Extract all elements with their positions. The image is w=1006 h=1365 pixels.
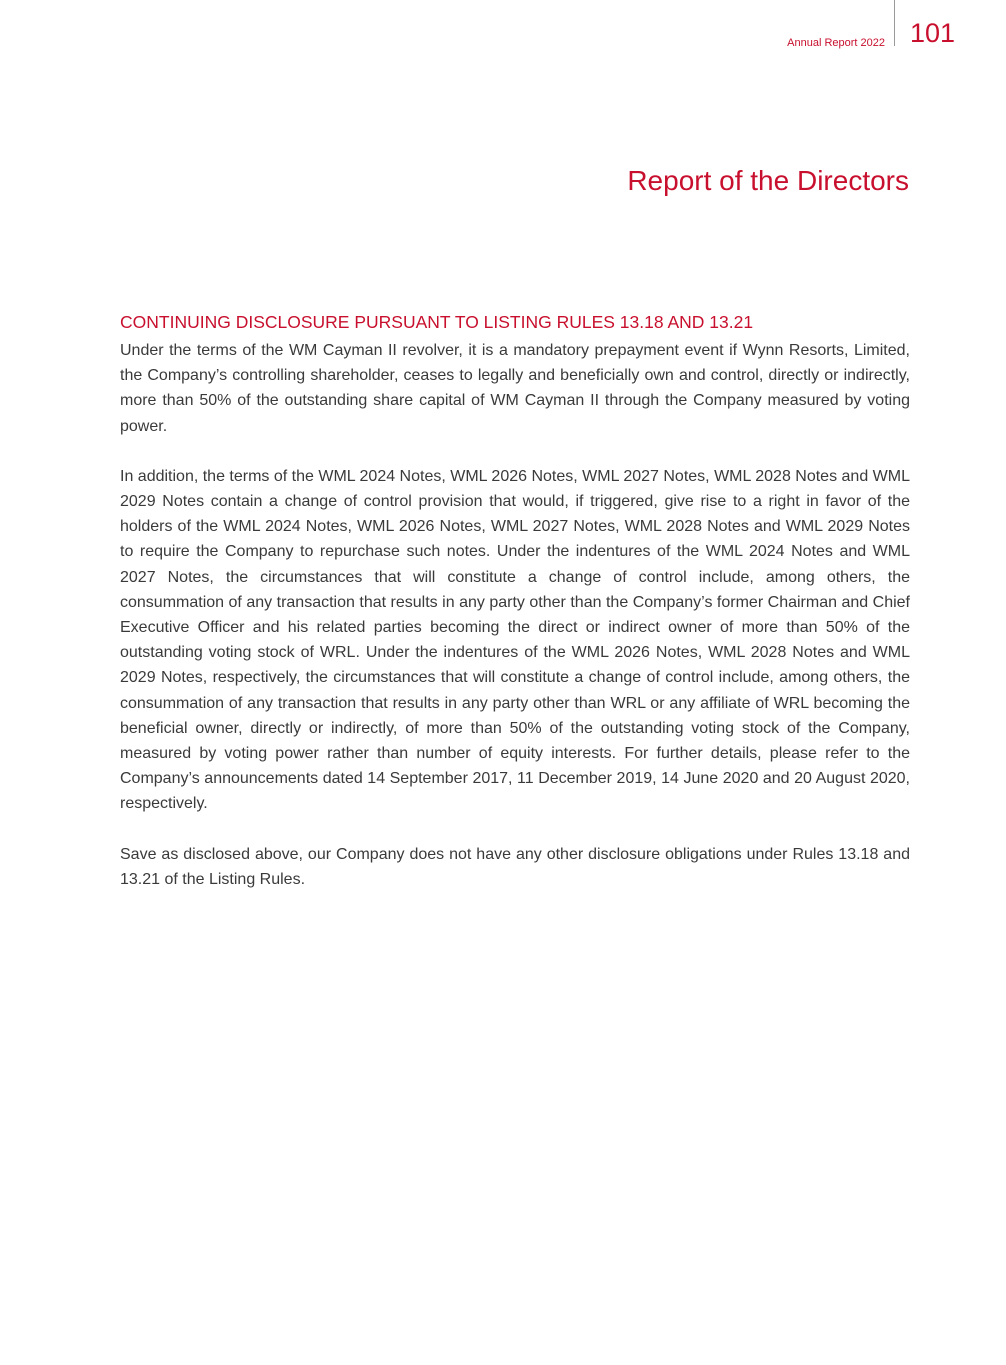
page-title: Report of the Directors (627, 165, 909, 196)
section-heading: CONTINUING DISCLOSURE PURSUANT TO LISTING RULES 13.18 AND 13.21 (120, 312, 754, 332)
main-content (120, 311, 910, 917)
paragraph-prepayment: Under the terms of the WM Cayman II revolver, it is a mandatory prepayment event if Wynn Resorts, Limited, the Company’s controlling shareholder, ceases to legally and beneficially own and control, directly or indirectly, more than 50% of the outstanding share capital of WM Cayman II through the Company measured by voting power. (120, 342, 910, 435)
report-label: Annual Report 2022 (787, 37, 885, 49)
header-divider (894, 0, 895, 46)
paragraph-other-obligations: Save as disclosed above, our Company does not have any other disclosure obligations under Rules 13.18 and 13.21 of the Listing Rules. (120, 845, 910, 888)
paragraph-change-of-control: In addition, the terms of the WML 2024 Notes, WML 2026 Notes, WML 2027 Notes, WML 2028 Notes and WML 2029 Notes contain a change of control provision that would, if triggered, give rise to a right in favor of the holders of the WML 2024 Notes, WML 2026 Notes, WML 2027 Notes, WML 2028 Notes and WML 2029 Notes to require the Company to repurchase such notes. Under the indentures of the WML 2024 Notes and WML 2027 Notes, the circumstances that will constitute a change of control include, among others, the consummation of any transaction that results in any party other than the Company’s former Chairman and Chief Executive Officer and his related parties becoming the direct or indirect owner of more than 50% of the outstanding voting stock of WRL. Under the indentures of the WML 2026 Notes, WML 2028 Notes and WML 2029 Notes, respectively, the circumstances that will constitute a change of control include, among others, the consummation of any transaction that results in any party other than WRL or any affiliate of WRL becoming the beneficial owner, directly or indirectly, of more than 50% of the outstanding voting stock of the Company, measured by voting power rather than number of equity interests. For further details, please refer to the Company’s announcements dated 14 September 2017, 11 December 2019, 14 June 2020 and 20 August 2020, respectively. (120, 467, 910, 813)
page-number: 101 (910, 18, 956, 48)
